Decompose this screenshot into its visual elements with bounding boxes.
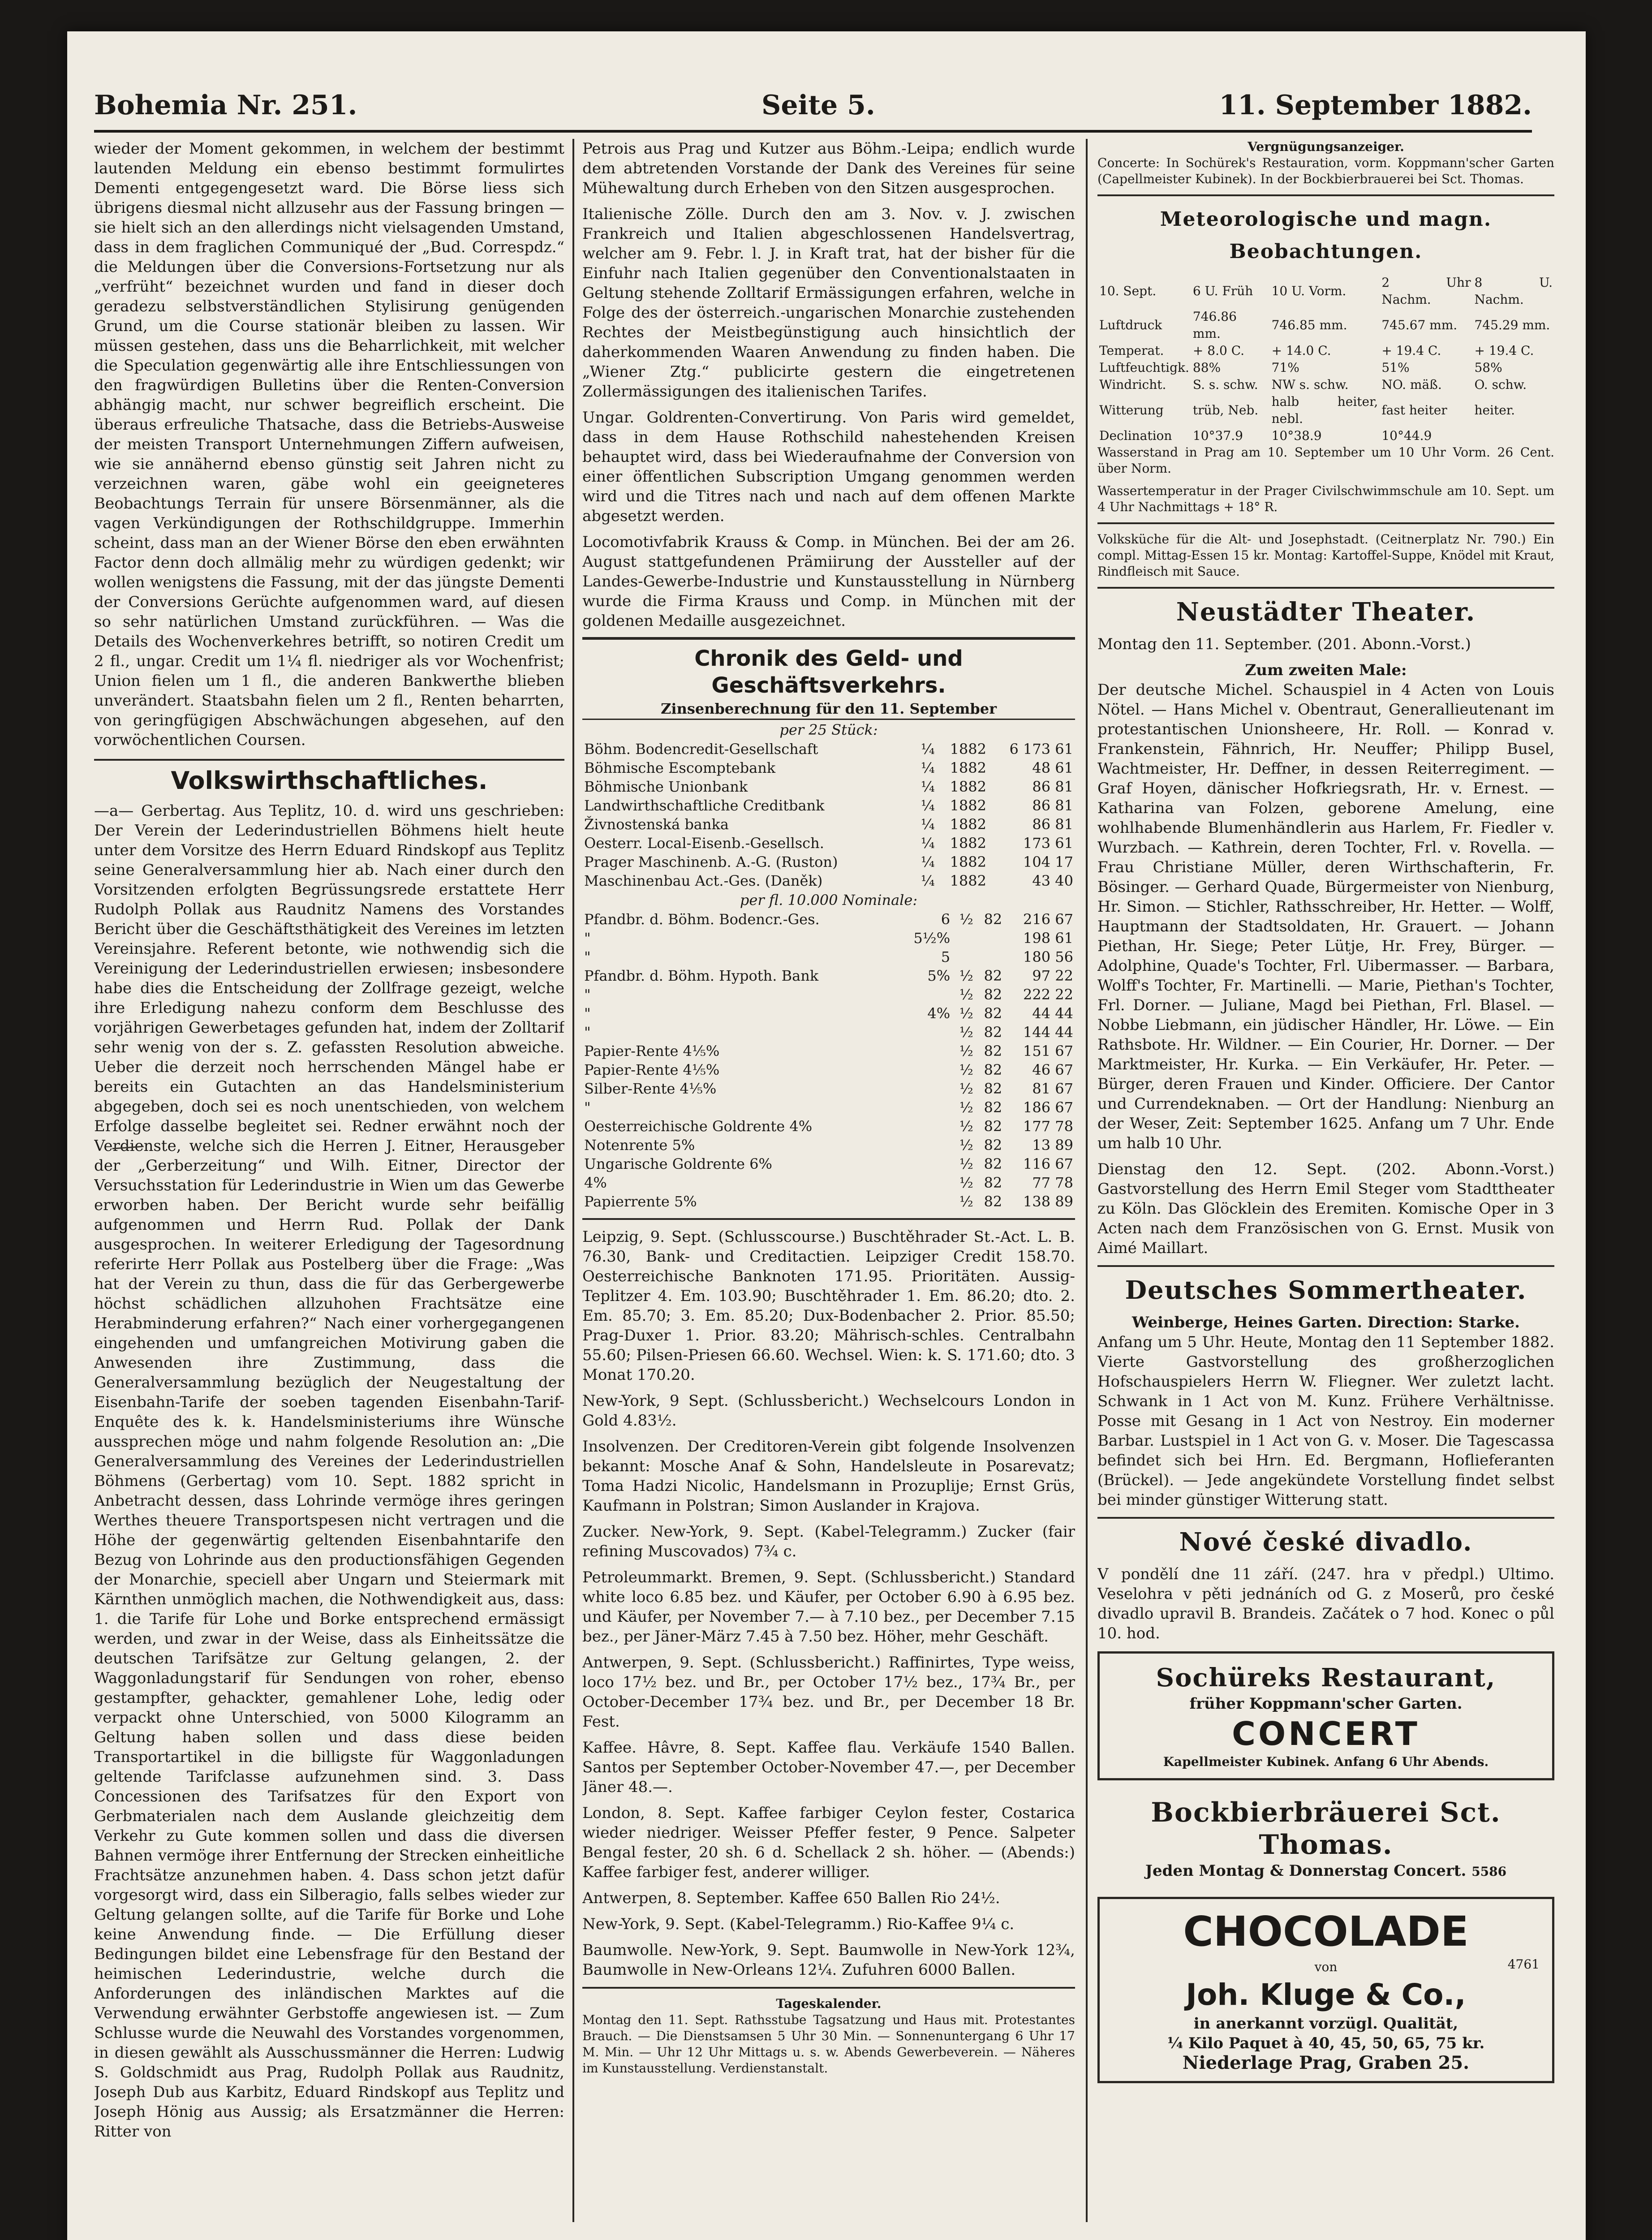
vergnuegungsanzeiger-title: Vergnügungsanzeiger. xyxy=(1248,139,1404,154)
meteo-cell: + 8.0 C. xyxy=(1192,343,1245,358)
quote-cell: 5 xyxy=(941,948,951,965)
meteo-cell: trüb, Neb. xyxy=(1192,403,1259,418)
quote-cell: ¼ xyxy=(921,778,935,795)
quote-cell: Silber-Rente 4⅕% xyxy=(584,1080,717,1097)
quote-cell: 1882 xyxy=(950,816,986,833)
quote-cell: 82 xyxy=(984,1042,1002,1060)
quote-cell xyxy=(899,1136,952,1154)
tageskalender-text: Montag den 11. Sept. Rathsstube Tagsatzung und Haus mit. Protestantes Brauch. — Die Dienstsamsen 5 Uhr 30 Min. — Sonnenuntergang 6 Uhr 17 M. Min. — Uhr 12 Uhr Mittags u. s. w. Abends Gewerbeverein. — Näheres im Kunstausstellung. Verdienstanstalt. xyxy=(582,2012,1075,2076)
quote-cell: " xyxy=(584,1005,591,1022)
quote-cell: Prager Maschinenb. A.-G. (Ruston) xyxy=(584,853,838,870)
ad-von: von xyxy=(1314,1960,1338,1974)
quote-cell: 82 xyxy=(984,1061,1002,1078)
column-rule xyxy=(572,139,574,2222)
quote-row xyxy=(582,871,1075,890)
article-paragraph: Petrois aus Prag und Kutzer aus Böhm.-Leipa; endlich wurde dem abtretenden Vorstande der Dank des Vereines für seine Mühewaltung durch Erheben von den Sitzen ausgesprochen. xyxy=(582,140,1075,197)
quote-cell: 86 81 xyxy=(1032,797,1073,814)
meteo-cell: Declination xyxy=(1099,428,1172,443)
column-1 xyxy=(94,139,564,2222)
quote-cell: 180 56 xyxy=(1023,948,1073,965)
quote-cell xyxy=(899,1098,952,1117)
quote-cell: 48 61 xyxy=(1032,759,1073,776)
quote-cell: 82 xyxy=(984,1118,1002,1135)
quote-row xyxy=(582,1117,1075,1136)
ad-title: CHOCOLADE xyxy=(1183,1908,1469,1956)
quote-cell: Pfandbr. d. Böhm. Hypoth. Bank xyxy=(584,967,819,984)
quote-cell: ½ xyxy=(959,1024,973,1041)
article-paragraph: Italienische Zölle. Durch den am 3. Nov. v. J. zwischen Frankreich und Italien abgeschlossenen Handelsvertrag, welcher am 9. Febr. l. J. in Kraft trat, hat der bisher für die Einfuhr nach Italien gegenüber den Conventionalstaaten in Geltung stehende Zolltarif Ermässigungen erfahren, welche in Folge des der österreich.-ungarischen Monarchie zustehenden Rechtes der Meistbegünstigung auch hinsichtlich der daherkommenden Waaren Anwendung zu finden haben. Die „Wiener Ztg.“ publicirte gestern die eingetretenen Zollermässigungen des italienischen Tarifes. xyxy=(582,205,1075,401)
meteo-cell: NO. mäß. xyxy=(1381,377,1442,392)
quote-cell: ½ xyxy=(959,1061,973,1078)
quote-cell: ½ xyxy=(959,1155,973,1172)
quote-row xyxy=(582,966,1075,985)
quote-cell: ½ xyxy=(959,1193,973,1210)
quote-cell: Pfandbr. d. Böhm. Bodencr.-Ges. xyxy=(584,911,820,928)
ad-bockbier xyxy=(1097,1788,1554,1889)
ad-price: ¼ Kilo Paquet à 40, 45, 50, 65, 75 kr. xyxy=(1167,2034,1485,2052)
ad-note: Kapellmeister Kubinek. Anfang 6 Uhr Abends. xyxy=(1163,1754,1489,1769)
meteo-row xyxy=(1097,308,1554,342)
article-paragraph: New-York, 9. Sept. (Kabel-Telegramm.) Rio-Kaffee 9¼ c. xyxy=(582,1915,1015,1933)
quote-cell xyxy=(975,948,1004,966)
meteo-cell: Temperat. xyxy=(1099,343,1164,358)
quote-cell: 1882 xyxy=(950,872,986,889)
meteo-cell: heiter. xyxy=(1474,403,1515,418)
divider xyxy=(1097,1517,1554,1519)
quote-cell: 4% xyxy=(927,1005,951,1022)
quote-cell: 222 22 xyxy=(1023,986,1073,1003)
divider xyxy=(1097,522,1554,524)
theater-text: Dienstag den 12. Sept. (202. Abonn.-Vorst.) Gastvorstellung des Herrn Emil Steger vom Stadttheater zu Köln. Das Glöcklein des Eremiten. Komische Oper in 3 Acten nach dem Französischen von G. Ernst. Musik von Aimé Maillart. xyxy=(1097,1160,1554,1257)
quote-cell: ¼ xyxy=(921,835,935,852)
quote-cell: 186 67 xyxy=(1023,1099,1073,1116)
quote-row xyxy=(582,740,1075,758)
meteo-cell: 10°38.9 xyxy=(1271,428,1322,443)
meteo-cell: 8 U. Nachm. xyxy=(1474,275,1553,307)
quote-cell: Landwirthschaftliche Creditbank xyxy=(584,797,825,814)
quote-cell: Notenrente 5% xyxy=(584,1137,695,1154)
meteo-row xyxy=(1097,427,1554,444)
meteo-note: Wasserstand in Prag am 10. September um 10 Uhr Vorm. 26 Cent. über Norm. xyxy=(1097,445,1554,476)
quote-cell: 173 61 xyxy=(1023,835,1073,852)
quote-cell: Ungarische Goldrente 6% xyxy=(584,1155,772,1172)
quote-row xyxy=(582,1079,1075,1098)
quote-cell: " xyxy=(584,986,591,1003)
section-title: Volkswirthschaftliches. xyxy=(94,759,564,797)
quote-cell: 82 xyxy=(984,1174,1002,1191)
ad-number: 4761 xyxy=(1507,1957,1540,1972)
quote-cell: ¼ xyxy=(921,741,935,758)
quote-cell: 1882 xyxy=(950,797,986,814)
quote-cell: 1882 xyxy=(950,778,986,795)
quote-cell: Böhm. Bodencredit-Gesellschaft xyxy=(584,741,818,758)
quote-cell: 1882 xyxy=(950,835,986,852)
quote-row xyxy=(582,834,1075,853)
meteo-cell: 10°37.9 xyxy=(1192,428,1243,443)
quote-cell: 5½% xyxy=(913,930,951,947)
tageskalender-title: Tageskalender. xyxy=(776,1996,882,2011)
quote-cell: 46 67 xyxy=(1032,1061,1073,1078)
article-paragraph: Antwerpen, 8. September. Kaffee 650 Ballen Rio 24½. xyxy=(582,1889,1000,1907)
column-2 xyxy=(582,139,1075,2222)
quote-cell: 198 61 xyxy=(1023,930,1073,947)
meteo-table xyxy=(1097,274,1554,444)
meteo-row xyxy=(1097,376,1554,393)
meteo-title: Meteorologische und magn. Beobachtungen. xyxy=(1160,208,1492,263)
quote-cell: 5% xyxy=(927,967,951,984)
divider xyxy=(1097,194,1554,196)
quote-cell: 81 67 xyxy=(1032,1080,1073,1097)
chronik-note: per 25 Stück: xyxy=(779,721,878,738)
article-paragraph: Zucker. New-York, 9. Sept. (Kabel-Telegramm.) Zucker (fair refining Muscovados) 7¾ c. xyxy=(582,1523,1075,1560)
quote-cell: 1882 xyxy=(950,759,986,776)
meteo-cell: S. s. schw. xyxy=(1192,377,1258,392)
newspaper-page xyxy=(67,31,1586,2240)
quote-cell: 4% xyxy=(584,1174,607,1191)
meteo-cell: 10. Sept. xyxy=(1099,284,1157,298)
quote-cell: ½ xyxy=(959,911,973,928)
quote-cell: ¼ xyxy=(921,759,935,776)
article-paragraph: Antwerpen, 9. Sept. (Schlussbericht.) Raffinirtes, Type weiss, loco 17½ bez. und Br., per October 17½ bez., 17¾ Br., per October-December 17¾ bez. und Br., per December 18 Br. Fest. xyxy=(582,1654,1075,1731)
meteo-cell: 746.85 mm. xyxy=(1271,318,1347,332)
quote-cell: 144 44 xyxy=(1023,1024,1073,1041)
meteo-cell: 10 U. Vorm. xyxy=(1271,284,1347,298)
quote-cell: 82 xyxy=(984,1005,1002,1022)
ad-address: Niederlage Prag, Graben 25. xyxy=(1182,2052,1470,2073)
quote-cell xyxy=(899,1154,952,1173)
quote-cell: ½ xyxy=(959,1042,973,1060)
ad-concert: CONCERT xyxy=(1232,1715,1420,1753)
meteo-cell: fast heiter xyxy=(1381,403,1447,418)
quote-row xyxy=(582,1154,1075,1173)
article-paragraph: New-York, 9 Sept. (Schlussbericht.) Wechselcours London in Gold 4.83½. xyxy=(582,1392,1075,1430)
quote-cell: Oesterreichische Goldrente 4% xyxy=(584,1118,813,1135)
issue-number: Bohemia Nr. 251. xyxy=(94,90,357,121)
quote-cell xyxy=(899,1173,952,1192)
meteo-cell xyxy=(1472,427,1554,444)
divider xyxy=(582,1218,1075,1220)
ad-title: Sochüreks Restaurant, xyxy=(1156,1663,1496,1693)
meteo-cell: O. schw. xyxy=(1474,377,1527,392)
ad-subtitle-text: Jeden Montag & Donnerstag Concert. xyxy=(1145,1862,1467,1880)
quote-cell: 82 xyxy=(984,1155,1002,1172)
meteo-cell: 6 U. Früh xyxy=(1192,284,1253,298)
quote-cell xyxy=(952,929,975,948)
sommertheater-text: Anfang um 5 Uhr. Heute, Montag den 11 September 1882. Vierte Gastvorstellung des großherzoglichen Hofschauspielers Herrn W. Fliegner. Wer zuletzt lacht. Schwank in 1 Act von M. Kunz. Frühere Verhältnisse. Posse mit Gesang in 1 Act von Nestroy. Ein moderner Barbar. Lustspiel in 1 Act von G. v. Moser. Die Tagescassa befindet sich bei Hrn. Ed. Bergmann, Hoflieferanten (Brückel). — Jede angekündete Vorstellung findet selbst bei minder günstiger Witterung statt. xyxy=(1097,1333,1554,1509)
meteo-cell: 10°44.9 xyxy=(1381,428,1432,443)
quote-cell: Živnostenská banka xyxy=(584,816,729,833)
quote-cell: 216 67 xyxy=(1023,911,1073,928)
meteo-row xyxy=(1097,359,1554,376)
quote-cell: ¼ xyxy=(921,872,935,889)
quote-row xyxy=(582,929,1075,948)
quote-cell: 43 40 xyxy=(1032,872,1073,889)
quote-cell: ¼ xyxy=(921,853,935,870)
meteo-cell: + 19.4 C. xyxy=(1381,343,1441,358)
quote-cell: 1882 xyxy=(950,741,986,758)
quote-row xyxy=(582,815,1075,834)
quote-cell: Böhmische Unionbank xyxy=(584,778,748,795)
ad-quality: in anerkannt vorzügl. Qualität, xyxy=(1193,2015,1458,2033)
meteo-row xyxy=(1097,393,1554,427)
meteo-cell: 51% xyxy=(1381,360,1410,375)
quote-row xyxy=(582,1004,1075,1023)
quote-cell: ½ xyxy=(959,1099,973,1116)
meteo-cell: Luftdruck xyxy=(1099,318,1162,332)
quote-cell: 138 89 xyxy=(1023,1193,1073,1210)
quote-cell xyxy=(899,1060,952,1079)
quote-cell: ½ xyxy=(959,986,973,1003)
quote-cell xyxy=(899,1079,952,1098)
chronik-note: per fl. 10.000 Nominale: xyxy=(740,892,918,909)
article-paragraph: Kaffee. Hâvre, 8. Sept. Kaffee flau. Verkäufe 1540 Ballen. Santos per September October-November 47.—, per December Jäner 48.—. xyxy=(582,1739,1075,1796)
quote-cell: " xyxy=(584,1024,591,1041)
quote-cell: 82 xyxy=(984,1080,1002,1097)
quote-cell xyxy=(899,1042,952,1060)
quote-cell: ½ xyxy=(959,1005,973,1022)
quote-cell: 82 xyxy=(984,967,1002,984)
quote-cell xyxy=(899,1192,952,1211)
sommertheater-title: Deutsches Sommertheater. xyxy=(1125,1275,1527,1305)
chronik-subtitle: Zinsenberechnung für den 11. September xyxy=(582,699,1075,720)
quote-cell: 82 xyxy=(984,911,1002,928)
ad-firm: Joh. Kluge & Co., xyxy=(1186,1977,1466,2012)
quote-cell: ½ xyxy=(959,1118,973,1135)
ad-title: Bockbierbräuerei Sct. Thomas. xyxy=(1151,1797,1501,1861)
divider xyxy=(1097,1265,1554,1267)
meteo-cell: halb heiter, nebl. xyxy=(1271,394,1378,426)
ad-subtitle xyxy=(1106,1861,1546,1881)
quote-cell xyxy=(899,985,952,1004)
quote-cell: 82 xyxy=(984,1137,1002,1154)
theater-zum: Zum zweiten Male: xyxy=(1245,661,1407,679)
quote-row xyxy=(582,796,1075,815)
quote-row xyxy=(582,910,1075,929)
quotes-table xyxy=(582,740,1075,890)
quote-row xyxy=(582,853,1075,871)
meteo-cell: 745.29 mm. xyxy=(1474,318,1550,332)
meteo-cell: Luftfeuchtigk. xyxy=(1099,360,1189,375)
quote-cell: 1882 xyxy=(950,853,986,870)
quote-cell: 104 17 xyxy=(1023,853,1073,870)
quote-cell: ½ xyxy=(959,1080,973,1097)
quote-cell: 86 81 xyxy=(1032,778,1073,795)
meteo-cell: 58% xyxy=(1474,360,1502,375)
theater-title: Neustädter Theater. xyxy=(1176,597,1476,627)
quote-cell: 6 xyxy=(941,911,951,928)
article-paragraph: Leipzig, 9. Sept. (Schlusscourse.) Buschtěhrader St.-Act. L. B. 76.30, Bank- und Creditactien. Leipziger Credit 158.70. Oesterreichische Banknoten 171.95. Prioritäten. Aussig-Teplitzer 4. Em. 103.90; Buschtěhrader 1. Em. 86.20; dto. 2. Em. 85.70; 3. Em. 85.20; Dux-Bodenbacher 2. Prior. 85.50; Prag-Duxer 1. Prior. 83.20; Mährisch-schles. Centralbahn 55.60; Pilsen-Priesen 66.60. Wechsel. Wien: k. S. 171.60; dto. 3 Monat 170.20. xyxy=(582,1228,1075,1384)
meteo-cell: 745.67 mm. xyxy=(1381,318,1458,332)
quote-row xyxy=(582,1192,1075,1211)
ad-von-row xyxy=(1108,1956,1544,1976)
quote-cell: Oesterr. Local-Eisenb.-Gesellsch. xyxy=(584,835,824,852)
masthead xyxy=(94,81,1532,133)
ad-chocolade xyxy=(1097,1897,1554,2083)
meteo-cell: NW s. schw. xyxy=(1271,377,1349,392)
quote-cell: 77 78 xyxy=(1032,1174,1073,1191)
nove-divadlo-text: V pondělí dne 11 září. (247. hra v předpl.) Ultimo. Veselohra v pěti jednáních od G. z Moserů, pro české divadlo upravil B. Brandeis. Začátek o 7 hod. Konec o půl 10. hod. xyxy=(1097,1565,1554,1642)
quote-row xyxy=(582,1098,1075,1117)
volkskueche-text: Volksküche für die Alt- und Josephstadt. (Ceitnerplatz Nr. 790.) Ein compl. Mittag-Essen 15 kr. Montag: Kartoffel-Suppe, Knödel mit Kraut, Rindfleisch mit Sauce. xyxy=(1097,532,1554,579)
article-paragraph: —a— Gerbertag. Aus Teplitz, 10. d. wird uns geschrieben: Der Verein der Lederindustriellen Böhmens hielt heute unter dem Vorsitze des Herrn Eduard Rindskopf aus Teplitz seine Generalversammlung hier ab. Nach einer durch den Vorsitzenden erfolgten Begrüssungsrede erstattete Herr Rudolph Pollak aus Raudnitz Namens des Vorstandes Bericht über die Geschäftsthätigkeit des Vereines im letzten Vereinsjahre. Referent betonte, wie nothwendig sich die Vereinigung der Lederindustriellen erwiesen; insbesondere habe dies die Entscheidung der Zollfrage gezeigt, welche ihre Erledigung nahezu conform dem Beschlusse des vorjährigen Gewerbetages gefunden hat, indem der Zolltarif sehr wenig von der s. Z. gefassten Resolution abweiche. Ueber die derzeit noch herrschenden Mängel habe er bereits ein Gutachten an das Handelsministerium abgegeben, doch sei es noch unentschieden, von welchem Erfolge dasselbe begleitet sei. Redner erwähnt noch der Verdienste, welche sich die Herren J. Eitner, Herausgeber der „Gerberzeitung“ und Wilh. Eitner, Director der Versuchsstation für Lederindustrie in Wien um das Gewerbe erworben haben. Der Bericht wurde sehr beifällig aufgenommen und Herrn Rud. Pollak der Dank ausgesprochen. In weiterer Erledigung der Tagesordnung referirte Herr Pollak aus Postelberg über die Frage: „Was hat der Verein zu thun, dass die für das Gerbergewerbe höchst schädlichen allzuhohen Frachtsätze eine Herabminderung erfahren?“ Nach einer vorhergegangenen eingehenden und umfangreichen Motivirung gaben die Anwesenden ihre Zustimmung, dass die Generalversammlung bezüglich der Neugestaltung der Eisenbahn-Tarife der soeben tagenden Eisenbahn-Tarif-Enquête des k. k. Handelsministeriums ihre Wünsche aussprechen möge und nahm folgende Resolution an: „Die Generalversammlung des Vereines der Lederindustriellen Böhmens (Gerbertag) vom 10. Sept. 1882 spricht in Anbetracht dessen, dass Lohrinde vermöge ihres geringen Werthes theuere Transportspesen nicht vertragen und die Höhe der gegenwärtig geltenden Eisenbahntarife den Bezug von Lohrinde aus den productionsfähigen Gegenden der Monarchie, speciell aber Ungarn und Steiermark mit Kärnthen unmöglich machen, die Nothwendigkeit aus, dass: 1. die Tarife für Lohe und Borke entsprechend ermässigt werden, und zwar in der Weise, dass als Einheitssätze die deutschen Tarifsätze zur Geltung gelangen, 2. der Waggonladungstarif für Sendungen von roher, ebenso gestampfter, gehackter, gemahlener Lohe, ledig oder verpackt ohne Unterschied, von 5000 Kilogramm an Geltung haben sollen und dass diese beiden Transportartikel in die billigste für Waggonladungen geltende Tarifclasse aufzunehmen sind. 3. Dass Concessionen des Tarifsatzes für den Export von Gerbmaterialen nach dem Auslande gleichzeitig dem Verkehr zu Gute kommen sollen und dass die diversen Bahnen vermöge ihrer Entfernung der Strecken einheitliche Frachtsätze anzunehmen haben. 4. Dass schon jetzt dafür vorgesorgt wird, dass ein Silberagio, falls selbes wieder zur Geltung gelangen sollte, auf die Tarife für Borke und Lohe keine Anwendung finde. — Die Erfüllung dieser Bedingungen bildet eine Lebensfrage für den Bestand der heimischen Lederindustrie, welche durch die Anforderungen des inländischen Marktes auf die Verwendung erwähnter Gerbstoffe angewiesen ist. — Zum Schlusse wurde die Neuwahl des Vorstandes vorgenommen, in diesen gewählt als Ausschussmänner die Herren: Ludwig S. Goldschmidt aus Prag, Rudolph Pollak aus Raudnitz, Joseph Dub aus Karbitz, Eduard Rindskopf aus Teplitz und Joseph Hönig aus Aussig; als Ersatzmänner die Herren: Ritter von xyxy=(94,802,564,2141)
quote-cell: 116 67 xyxy=(1023,1155,1073,1172)
quote-cell: 82 xyxy=(984,1024,1002,1041)
meteo-cell: 71% xyxy=(1271,360,1299,375)
article-paragraph: Insolvenzen. Der Creditoren-Verein gibt folgende Insolvenzen bekannt: Mosche Anaf & Sohn, Handelsleute in Posarevatz; Toma Hadzi Nicolic, Handelsmann in Prozuplije; Ernst Grüs, Kaufmann in Polstran; Simon Auslander in Krajova. xyxy=(582,1438,1075,1515)
quote-cell: Böhmische Escomptebank xyxy=(584,759,776,776)
handwritten-mark xyxy=(112,1137,143,1150)
article-paragraph: Ungar. Goldrenten-Convertirung. Von Paris wird gemeldet, dass in dem Hause Rothschild nahestehenden Kreisen behauptet wird, dass bei Wiederaufnahme der Conversion von einer öffentlichen Subscription Umgang genommen werden wird und die Titres nach und nach auf dem offenen Markte abgesetzt werden. xyxy=(582,409,1075,525)
ad-sochurek xyxy=(1097,1651,1554,1780)
divider xyxy=(1097,587,1554,589)
quote-cell: ¼ xyxy=(921,797,935,814)
page-number: Seite 5. xyxy=(761,90,875,121)
quote-row xyxy=(582,1173,1075,1192)
meteo-note: Wassertemperatur in der Prager Civilschwimmschule am 10. Sept. um 4 Uhr Nachmittags + 18° R. xyxy=(1097,483,1554,514)
theater-date: Montag den 11. September. (201. Abonn.-Vorst.) xyxy=(1097,635,1471,653)
quote-cell: Papier-Rente 4⅕% xyxy=(584,1042,720,1060)
quote-row xyxy=(582,1060,1075,1079)
meteo-cell: Witterung xyxy=(1099,403,1164,418)
quote-cell: 82 xyxy=(984,986,1002,1003)
quote-cell: " xyxy=(584,948,591,965)
issue-date: 11. September 1882. xyxy=(1219,90,1532,121)
meteo-row xyxy=(1097,342,1554,359)
meteo-cell: + 14.0 C. xyxy=(1271,343,1331,358)
quote-cell: 177 78 xyxy=(1023,1118,1073,1135)
sommertheater-sub: Weinberge, Heines Garten. Direction: Starke. xyxy=(1131,1314,1520,1331)
ad-number: 5586 xyxy=(1471,1864,1507,1879)
quote-cell: ¼ xyxy=(921,816,935,833)
meteo-cell: Windricht. xyxy=(1099,377,1166,392)
quote-cell: " xyxy=(584,930,591,947)
quote-cell: 44 44 xyxy=(1032,1005,1073,1022)
article-paragraph: London, 8. Sept. Kaffee farbiger Ceylon fester, Costarica wieder niedriger. Weisser Pfeffer fester, 9 Pence. Salpeter Bengal fester, 20 sh. 6 d. Schellack 2 sh. höher. — (Abends:) Kaffee farbiger fest, anderer williger. xyxy=(582,1804,1075,1881)
quote-cell: ½ xyxy=(959,967,973,984)
chronik-title: Chronik des Geld- und Geschäftsverkehrs. xyxy=(582,637,1075,699)
meteo-row xyxy=(1097,274,1554,308)
theater-text: Der deutsche Michel. Schauspiel in 4 Acten von Louis Nötel. — Hans Michel v. Obentraut, Generallieutenant im protestantischen Unionsheere, Hr. Roll. — Konrad v. Frankenstein, Fähnrich, Hr. Neuffer; Philipp Busel, Wachtmeister, Hr. Deffner, in dessen Reiterregiment. — Graf Hoyen, dänischer Hofkriegsrath, Hr. v. Ernest. — Katharina van Folzen, geborene Amelung, eine wohlhabende Blumenhändlerin aus Harlem, Fr. Fiedler v. Wurzbach. — Kathrein, deren Tochter, Frl. v. Rovella. — Frau Christiane Müller, deren Wirthschafterin, Fr. Bösinger. — Gerhard Quade, Bürgermeister von Nienburg, Hr. Simon. — Stichler, Rathsschreiber, Hr. Hetter. — Wolff, Hauptmann der Stadtsoldaten, Hr. Grauert. — Johann Piethan, Hr. Siege; Peter Lütje, Hr. Frey, Bürger. — Adolphine, Quade's Tochter, Frl. Uibermasser. — Barbara, Wolff's Tochter, Fr. Martinelli. — Marie, Piethan's Tochter, Frl. Dorner. — Juliane, Magd bei Piethan, Frl. Blasel. — Nobbe Liebmann, ein jüdischer Händler, Hr. Löwe. — Ein Rathsbote. Hr. Wildner. — Ein Courier, Hr. Dorner. — Der Marktmeister, Hr. Kurka. — Ein Verkäufer, Hr. Peter. — Bürger, deren Frauen und Kinder. Officiere. Der Cantor und Currendeknaben. — Ort der Handlung: Nienburg an der Weser, Zeit: September 1625. Anfang um 7 Uhr. Ende um halb 10 Uhr. xyxy=(1097,681,1554,1152)
vergnuegungsanzeiger-text: Concerte: In Sochürek's Restauration, vorm. Koppmann'scher Garten (Capellmeister Kubinek). In der Bockbierbrauerei bei Sct. Thomas. xyxy=(1097,155,1554,186)
quote-cell xyxy=(899,1023,952,1042)
article-paragraph: Locomotivfabrik Krauss & Comp. in München. Bei der am 26. August stattgefundenen Prämiirung der Aussteller auf der Landes-Gewerbe-Industrie und Kunstausstellung in Nürnberg wurde die Firma Krauss und Comp. in München mit der goldenen Medaille ausgezeichnet. xyxy=(582,533,1075,630)
nove-divadlo-title: Nové české divadlo. xyxy=(1179,1527,1473,1557)
quote-row xyxy=(582,1023,1075,1042)
quote-cell xyxy=(975,929,1004,948)
article-paragraph: wieder der Moment gekommen, in welchem der bestimmt lautenden Meldung ein ebenso bestimmt formulirtes Dementi entgegengesetzt ward. Die Börse liess sich übrigens diesmal nicht allzusehr aus der Fassung bringen — sie hielt sich an den allerdings nicht vielsagenden Umstand, dass in dem fraglichen Communiqué der „Bud. Correspdz.“ die Meldungen über die Conversions-Fortsetzung nur als „verfrüht“ bezeichnet wurden und fand in dieser doch geradezu selbstverständlichen Stylisirung genügenden Grund, um die Course stationär bleiben zu lassen. Wir müssen gestehen, dass uns die Beharrlichkeit, mit welcher die Speculation gegenwärtig alle ihre Entschliessungen von den fragwürdigen Bulletins über die Renten-Conversion abhängig macht, nur schwer begreiflich erscheint. Die überaus erfreuliche Thatsache, dass die Betriebs-Ausweise der meisten Transport Unternehmungen Ziffern aufweisen, wie sie annähernd ebenso günstig seit Jahren nicht zu verzeichnen waren, gäbe wohl ein geeigneteres Beobachtungs Terrain für unsere Börsenmänner, als die vagen Verkündigungen der Rothschildgruppe. Immerhin scheint, dass man an der Wiener Börse den eben erwähnten Factor denn doch allmälig mehr zu würdigen gedenkt; wir wollen wenigstens die Fassung, mit der das jüngste Dementi der Conversions Gerüchte aufgenommen ward, auf diesen so sehr natürlichen Umstand zurückführen. — Was die Details des Wochenverkehres betrifft, so notiren Credit um 2 fl., ungar. Credit um 1¼ fl. niedriger als vor Wochenfrist; Union fielen um 1 fl., die anderen Bankwerthe blieben unverändert. Staatsbahn fielen um 2 fl., Renten beharrten, von geringfügigen Abschwächungen abgesehen, auf den vorwöchentlichen Coursen. xyxy=(94,140,564,749)
quote-row xyxy=(582,948,1075,966)
meteo-cell: 2 Uhr Nachm. xyxy=(1381,275,1471,307)
quote-cell: 82 xyxy=(984,1099,1002,1116)
quote-row xyxy=(582,758,1075,777)
quote-cell xyxy=(952,948,975,966)
ad-subtitle: früher Koppmann'scher Garten. xyxy=(1189,1695,1463,1713)
quote-row xyxy=(582,985,1075,1004)
quote-cell xyxy=(899,1117,952,1136)
quote-cell: 86 81 xyxy=(1032,816,1073,833)
quote-row xyxy=(582,777,1075,796)
column-3 xyxy=(1097,139,1554,2222)
quote-cell: 6 173 61 xyxy=(1009,741,1073,758)
quote-row xyxy=(582,1136,1075,1154)
quote-cell: 151 67 xyxy=(1023,1042,1073,1060)
quotes-table xyxy=(582,910,1075,1211)
quote-cell: 97 22 xyxy=(1032,967,1073,984)
quote-cell: Maschinenbau Act.-Ges. (Daněk) xyxy=(584,872,823,889)
article-paragraph: Baumwolle. New-York, 9. Sept. Baumwolle in New-York 12¾, Baumwolle in New-Orleans 12¼. Zufuhren 6000 Ballen. xyxy=(582,1941,1075,1979)
quote-cell: Papierrente 5% xyxy=(584,1193,697,1210)
meteo-cell: 746.86 mm. xyxy=(1192,309,1237,341)
meteo-cell: + 19.4 C. xyxy=(1474,343,1534,358)
meteo-cell: 88% xyxy=(1192,360,1221,375)
quote-cell: 13 89 xyxy=(1032,1137,1073,1154)
column-rule xyxy=(1086,139,1088,2222)
divider xyxy=(582,1987,1075,1989)
quote-row xyxy=(582,1042,1075,1060)
quote-cell: Papier-Rente 4⅕% xyxy=(584,1061,720,1078)
quote-cell: " xyxy=(584,1099,591,1116)
article-paragraph: Petroleummarkt. Bremen, 9. Sept. (Schlussbericht.) Standard white loco 6.85 bez. und Käufer, per October 6.90 à 6.95 bez. und Käufer, per November 7.— à 7.10 bez., per December 7.15 bez., per Jäner-März 7.45 à 7.50 bez. Höher, mehr Geschäft. xyxy=(582,1568,1075,1646)
quote-cell: 82 xyxy=(984,1193,1002,1210)
quote-cell: ½ xyxy=(959,1174,973,1191)
quote-cell: ½ xyxy=(959,1137,973,1154)
